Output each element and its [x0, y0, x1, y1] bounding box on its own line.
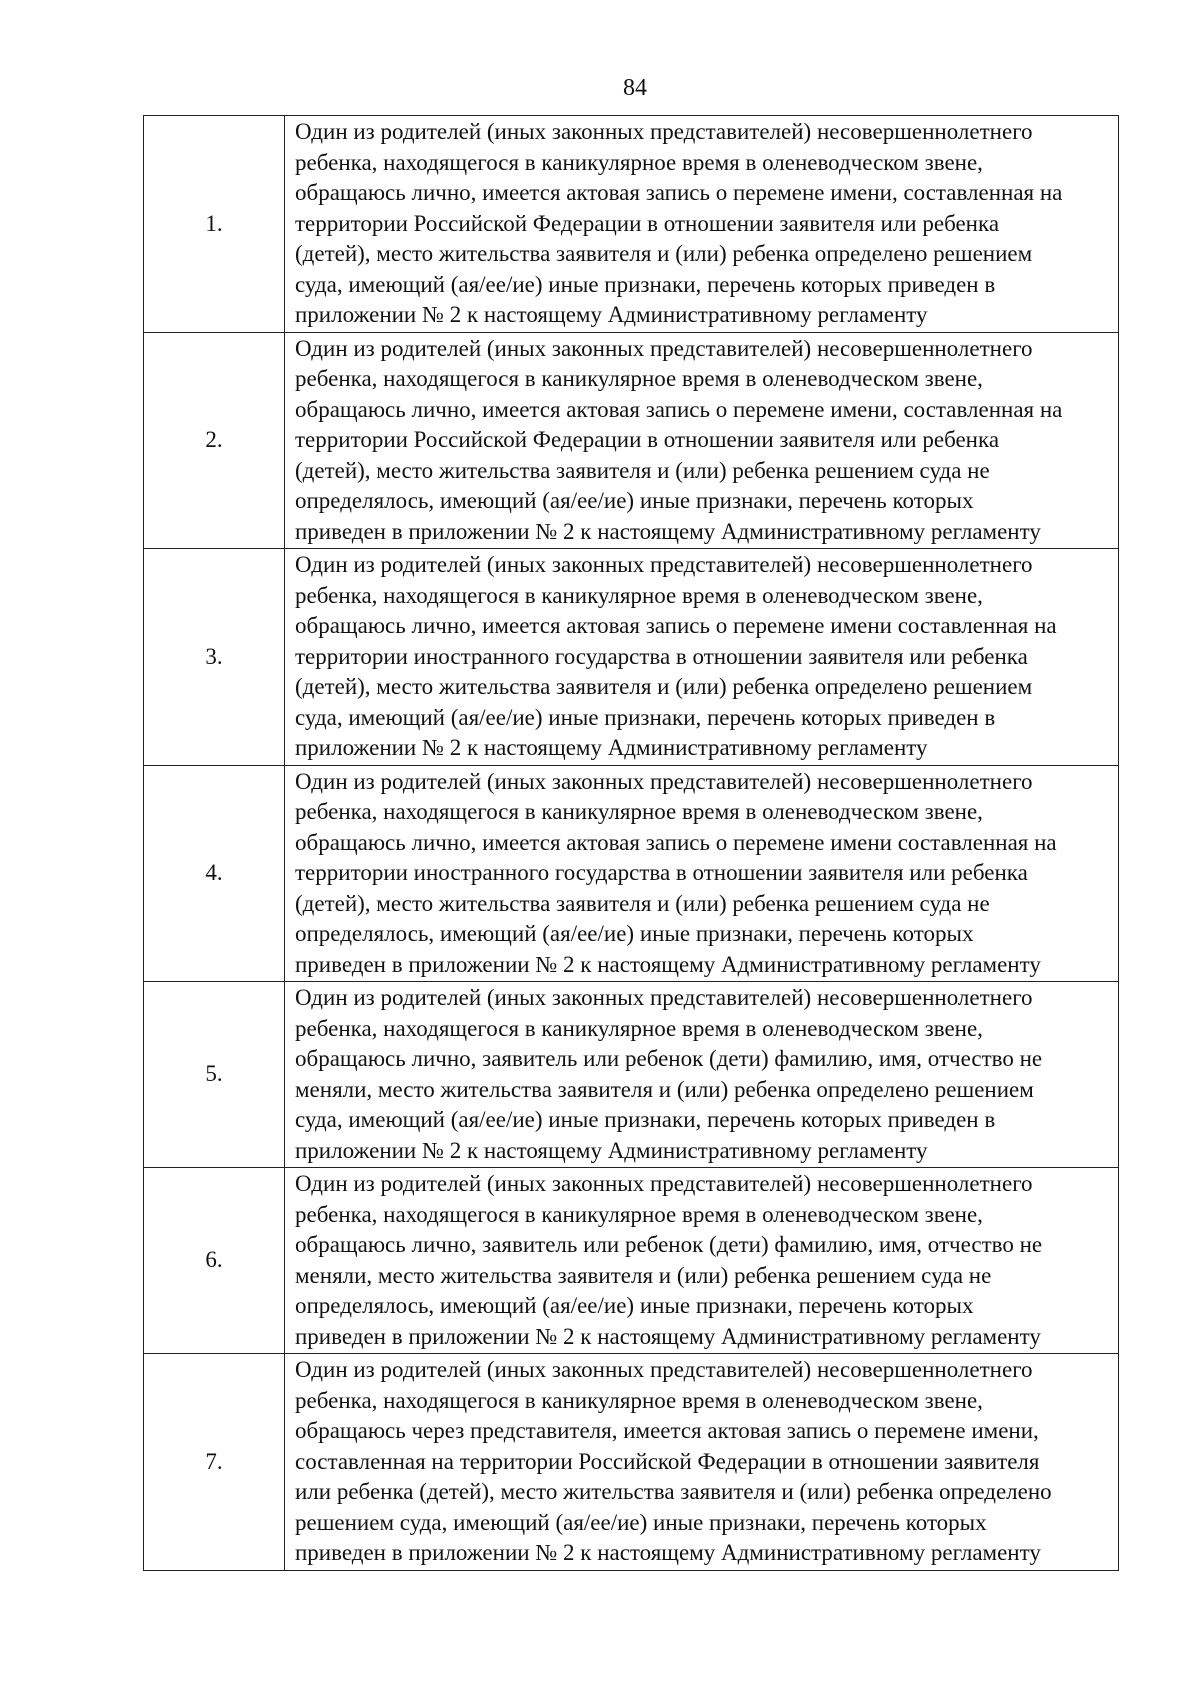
variants-table	[143, 115, 1119, 1571]
row-text: Один из родителей (иных законных представителей) несовершеннолетнего ребенка, находящегося в каникулярное время в оленеводческом звене, обращаюсь лично, заявитель или ребенок (дети) фамилию, имя, отчество не меняли, место жительства заявителя и (или) ребенка определено решением суда, имеющий (ая/ее/ие) иные признаки, перечень которых приведен в приложении № 2 к настоящему Административному регламенту	[285, 982, 1119, 1168]
table-row	[144, 332, 1119, 549]
row-number: 5.	[144, 982, 285, 1168]
page-number: 84	[623, 75, 647, 101]
row-number: 2.	[144, 332, 285, 549]
row-number: 6.	[144, 1168, 285, 1354]
table-row	[144, 1354, 1119, 1571]
table-row	[144, 549, 1119, 766]
row-text: Один из родителей (иных законных представителей) несовершеннолетнего ребенка, находящегося в каникулярное время в оленеводческом звене, обращаюсь лично, имеется актовая запись о перемене имени составленная на территории иностранного государства в отношении заявителя или ребенка (детей), место жительства заявителя и (или) ребенка определено решением суда, имеющий (ая/ее/ие) иные признаки, перечень которых приведен в приложении № 2 к настоящему Административному регламенту	[285, 549, 1119, 766]
table-row	[144, 982, 1119, 1168]
row-text: Один из родителей (иных законных представителей) несовершеннолетнего ребенка, находящегося в каникулярное время в оленеводческом звене, обращаюсь лично, имеется актовая запись о перемене имени, составленная на территории Российской Федерации в отношении заявителя или ребенка (детей), место жительства заявителя и (или) ребенка определено решением суда, имеющий (ая/ее/ие) иные признаки, перечень которых приведен в приложении № 2 к настоящему Административному регламенту	[285, 116, 1119, 333]
row-text: Один из родителей (иных законных представителей) несовершеннолетнего ребенка, находящегося в каникулярное время в оленеводческом звене, обращаюсь лично, имеется актовая запись о перемене имени составленная на территории иностранного государства в отношении заявителя или ребенка (детей), место жительства заявителя и (или) ребенка решением суда не определялось, имеющий (ая/ее/ие) иные признаки, перечень которых приведен в приложении № 2 к настоящему Административному регламенту	[285, 765, 1119, 982]
row-number: 3.	[144, 549, 285, 766]
row-text: Один из родителей (иных законных представителей) несовершеннолетнего ребенка, находящегося в каникулярное время в оленеводческом звене, обращаюсь лично, имеется актовая запись о перемене имени, составленная на территории Российской Федерации в отношении заявителя или ребенка (детей), место жительства заявителя и (или) ребенка решением суда не определялось, имеющий (ая/ее/ие) иные признаки, перечень которых приведен в приложении № 2 к настоящему Административному регламенту	[285, 332, 1119, 549]
row-text: Один из родителей (иных законных представителей) несовершеннолетнего ребенка, находящегося в каникулярное время в оленеводческом звене, обращаюсь через представителя, имеется актовая запись о перемене имени, составленная на территории Российской Федерации в отношении заявителя или ребенка (детей), место жительства заявителя и (или) ребенка определено решением суда, имеющий (ая/ее/ие) иные признаки, перечень которых приведен в приложении № 2 к настоящему Административному регламенту	[285, 1354, 1119, 1571]
row-text: Один из родителей (иных законных представителей) несовершеннолетнего ребенка, находящегося в каникулярное время в оленеводческом звене, обращаюсь лично, заявитель или ребенок (дети) фамилию, имя, отчество не меняли, место жительства заявителя и (или) ребенка решением суда не определялось, имеющий (ая/ее/ие) иные признаки, перечень которых приведен в приложении № 2 к настоящему Административному регламенту	[285, 1168, 1119, 1354]
row-number: 7.	[144, 1354, 285, 1571]
table-row	[144, 1168, 1119, 1354]
row-number: 1.	[144, 116, 285, 333]
table-row	[144, 116, 1119, 333]
table-row	[144, 765, 1119, 982]
row-number: 4.	[144, 765, 285, 982]
